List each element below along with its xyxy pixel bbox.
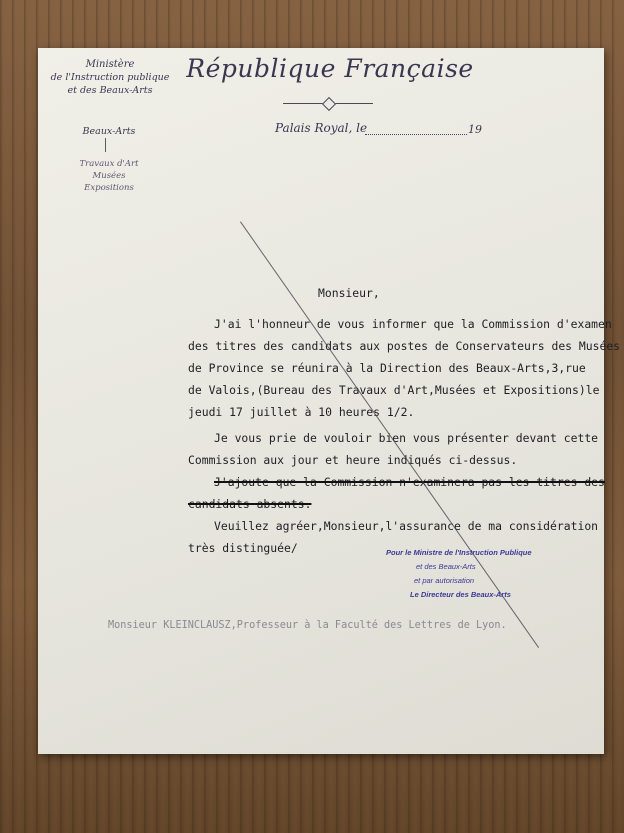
services-list (54, 158, 164, 194)
struck-line: candidats absents. (188, 497, 312, 511)
stamp-line: et par autorisation (414, 576, 475, 585)
body-line: de Province se réunira à la Direction des Beaux-Arts,3,rue (188, 361, 586, 375)
stamp-line: Pour le Ministre de l'Instruction Publique (386, 548, 532, 557)
body-line: Veuillez agréer,Monsieur,l'assurance de ma considération (214, 519, 599, 533)
date-blank-line (365, 134, 467, 135)
body-line: Je vous prie de vouloir bien vous présenter devant cette (214, 431, 599, 445)
body-line: jeudi 17 juillet à 10 heures 1/2. (188, 405, 415, 419)
ministry-line: Ministère (85, 59, 135, 70)
body-line: des titres des candidats aux postes de Conservateurs des Musées (188, 339, 621, 353)
body-line: de Valois,(Bureau des Travaux d'Art,Musées et Expositions)le (188, 383, 600, 397)
ornament-divider (105, 138, 114, 152)
service-item: Musées (92, 171, 126, 181)
stamp-line: et des Beaux-Arts (416, 562, 476, 571)
service-item: Travaux d'Art (79, 159, 139, 169)
struck-line: J'ajoute que la Commission n'examinera pas les titres des (214, 475, 605, 489)
place-date: Palais Royal, le (275, 121, 368, 135)
department-label: Beaux-Arts (82, 126, 136, 137)
closing-line: très distinguée/ (188, 541, 298, 555)
ministry-line: et des Beaux-Arts (67, 85, 153, 96)
body-line: J'ai l'honneur de vous informer que la Commission d'examen (214, 317, 612, 331)
stamp-line: Le Directeur des Beaux-Arts (410, 590, 511, 599)
service-item: Expositions (84, 183, 134, 193)
republic-title: République Française (186, 54, 474, 83)
body-line: Commission aux jour et heure indiqués ci-dessus. (188, 453, 518, 467)
year-prefix: 19 (468, 123, 482, 136)
ministry-line: de l'Instruction publique (50, 72, 170, 83)
addressee-line: Monsieur KLEINCLAUSZ,Professeur à la Faculté des Lettres de Lyon. (108, 620, 507, 631)
letter-sheet (38, 48, 604, 754)
ministry-heading (40, 58, 180, 97)
salutation: Monsieur, (318, 286, 380, 300)
